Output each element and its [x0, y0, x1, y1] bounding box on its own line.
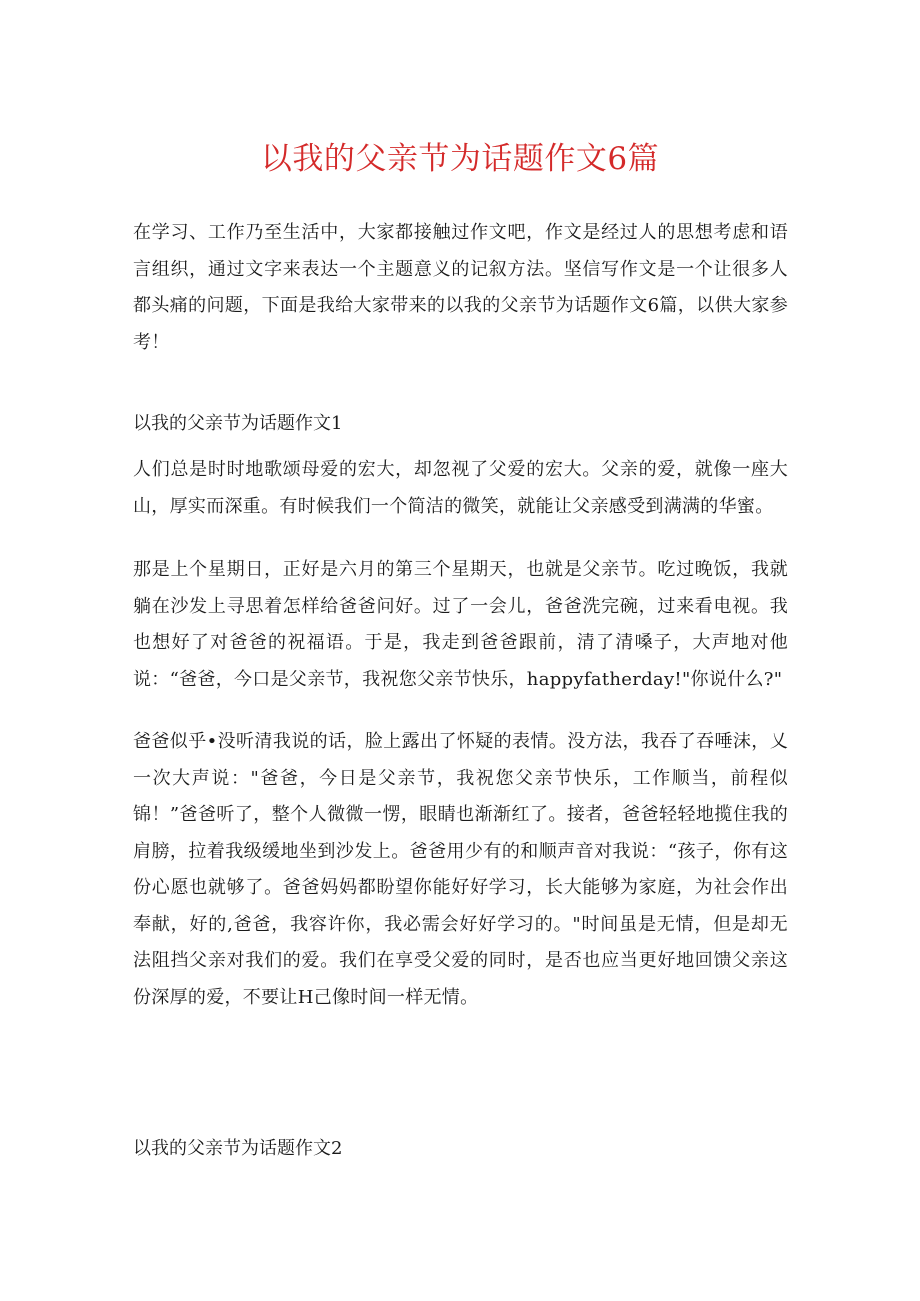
section-1-paragraph-3: 爸爸似乎•没听清我说的话，脸上露出了怀疑的表情。没方法，我吞了吞唾沫，乂一次大声说："爸爸，今日是父亲节，我祝您父亲节快乐，工作顺当，前程似锦！”爸爸听了，整个人微微一愣，眼睛也渐渐红了。接者，爸爸轻轻地揽住我的肩膀，拉着我级缓地坐到沙发上。爸爸用少有的和顺声音对我说：“孩子，你有这份心愿也就够了。爸爸妈妈都盼望你能好好学习，长大能够为家庭，为社会作出奉献，好的,爸爸，我容许你，我必需会好好学习的。"时间虽是无情，但是却无法阻挡父亲对我们的爱。我们在享受父爱的同时，是否也应当更好地回馈父亲这份深厚的爱，不要让H己像时间一样无情。: [133, 731, 788, 1008]
document-title: 以我的父亲节为话题作文6篇: [260, 141, 660, 177]
intro-paragraph: 在学习、工作乃至生活中，大家都接触过作文吧，作文是经过人的思想考虑和语言组织，通过文字来表达一个主题意义的记叙方法。坚信写作文是一个让很多人都头痛的问题，下面是我给大家带来的以我的父亲节为话题作文6篇，以供大家参考！: [133, 222, 788, 353]
section-heading-1: 以我的父亲节为话题作文1: [133, 413, 343, 434]
section-heading-2: 以我的父亲节为话题作文2: [133, 1138, 343, 1159]
section-1-paragraph-1: 人们总是时时地歌颂母爱的宏大，却忽视了父爱的宏大。父亲的爱，就像一座大山，厚实而深重。有时候我们一个简洁的微笑，就能让父亲感受到满满的华蜜。: [133, 459, 788, 517]
section-1-paragraph-2: 那是上个星期日，正好是六月的第三个星期天，也就是父亲节。吃过晚饭，我就躺在沙发上寻思着怎样给爸爸问好。过了一会儿，爸爸洗完碗，过来看电视。我也想好了对爸爸的祝福语。于是，我走到爸爸跟前，清了清嗓子，大声地对他说：“爸爸，今口是父亲节，我祝您父亲节快乐，happyfatherday!"你说什么?": [133, 559, 788, 690]
